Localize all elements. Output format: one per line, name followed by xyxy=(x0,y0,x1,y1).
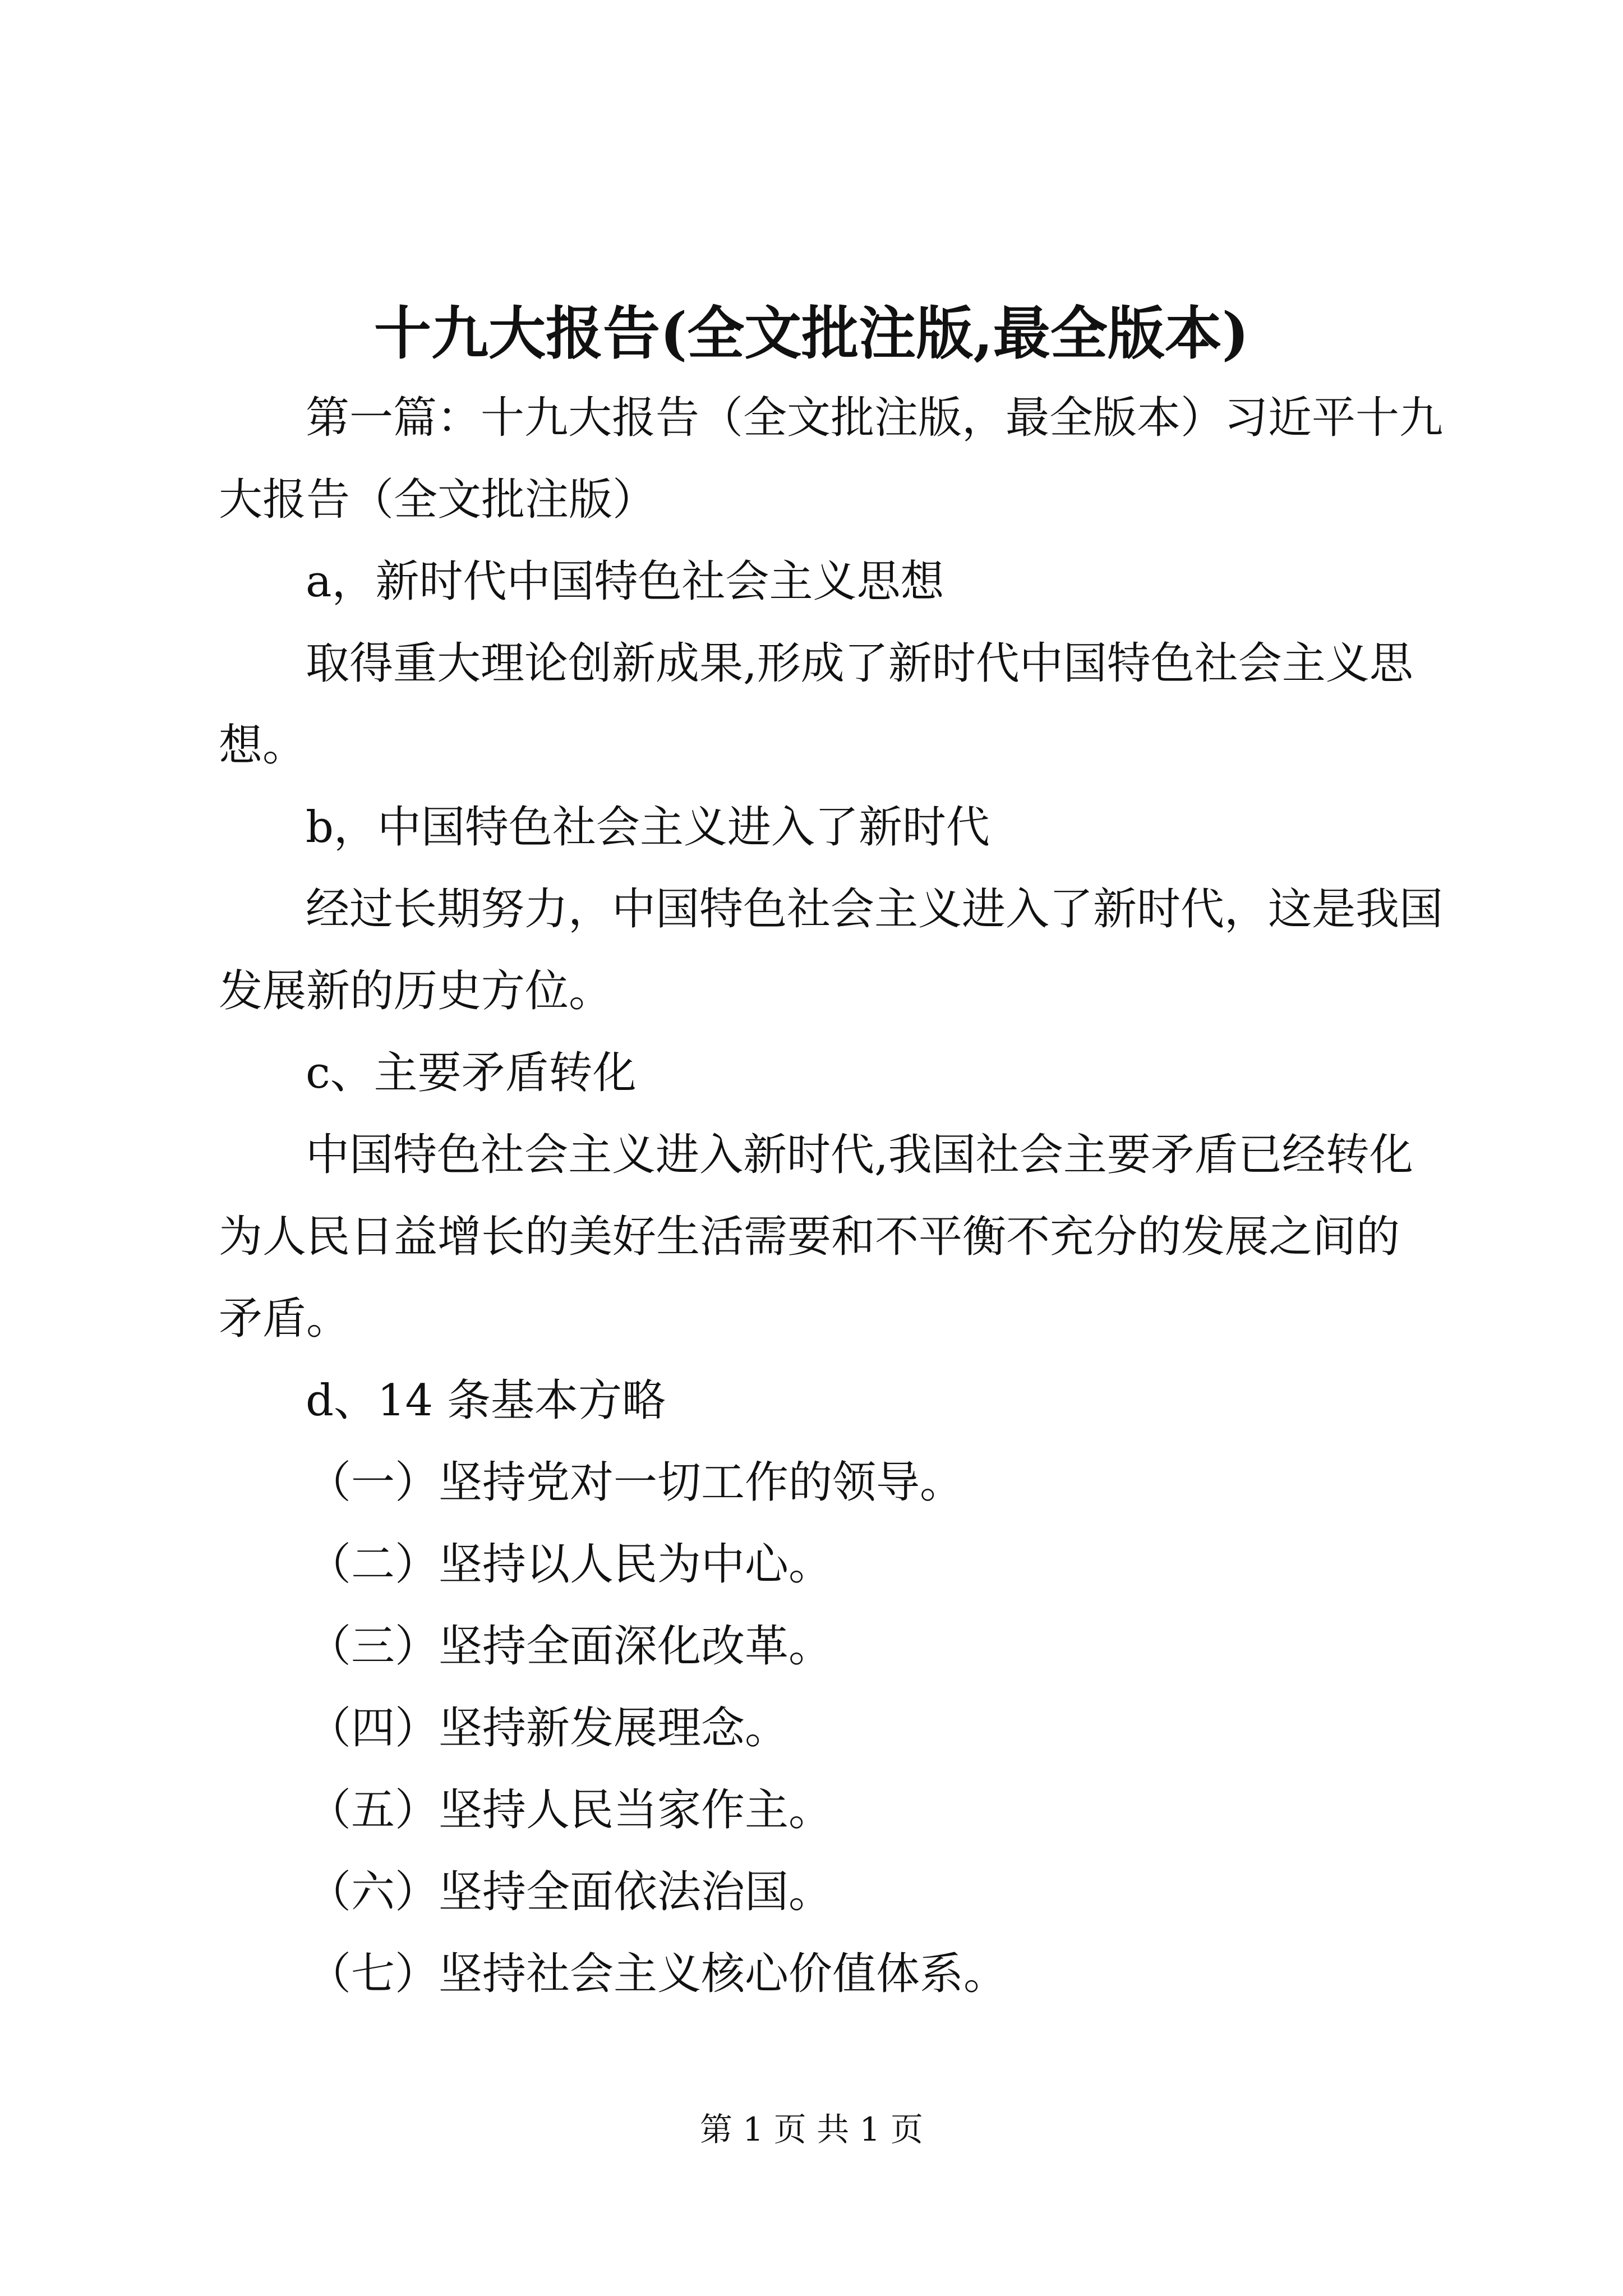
section-heading-d: d、14 条基本方略 xyxy=(306,1375,666,1426)
paragraph-line: 第一篇：十九大报告（全文批注版，最全版本）习近平十九 xyxy=(306,393,1444,443)
section-heading-b: b，中国特色社会主义进入了新时代 xyxy=(306,802,990,853)
section-heading-c: c、主要矛盾转化 xyxy=(306,1048,637,1098)
list-item: （一）坚持党对一切工作的领导。 xyxy=(307,1457,964,1508)
list-item: （三）坚持全面深化改革。 xyxy=(307,1621,833,1672)
paragraph-line: 想。 xyxy=(219,720,307,771)
paragraph-line: 中国特色社会主义进入新时代,我国社会主要矛盾已经转化 xyxy=(306,1130,1413,1180)
paragraph-line: 取得重大理论创新成果,形成了新时代中国特色社会主义思 xyxy=(306,638,1413,689)
section-heading-a: a，新时代中国特色社会主义思想 xyxy=(306,556,944,607)
list-item: （五）坚持人民当家作主。 xyxy=(307,1785,833,1835)
paragraph-line: 发展新的历史方位。 xyxy=(219,966,613,1016)
list-item: （七）坚持社会主义核心价值体系。 xyxy=(307,1949,1008,1999)
paragraph-line: 大报告（全文批注版） xyxy=(219,475,657,525)
list-item: （四）坚持新发展理念。 xyxy=(307,1703,789,1754)
paragraph-line: 为人民日益增长的美好生活需要和不平衡不充分的发展之间的 xyxy=(219,1212,1400,1262)
list-item: （六）坚持全面依法治国。 xyxy=(307,1867,833,1917)
list-item: （二）坚持以人民为中心。 xyxy=(307,1539,833,1590)
document-title: 十九大报告(全文批注版,最全版本) xyxy=(374,300,1249,367)
page-footer: 第 1 页 共 1 页 xyxy=(700,2110,923,2148)
paragraph-line: 矛盾。 xyxy=(219,1294,351,1344)
paragraph-line: 经过长期努力，中国特色社会主义进入了新时代，这是我国 xyxy=(306,884,1444,935)
